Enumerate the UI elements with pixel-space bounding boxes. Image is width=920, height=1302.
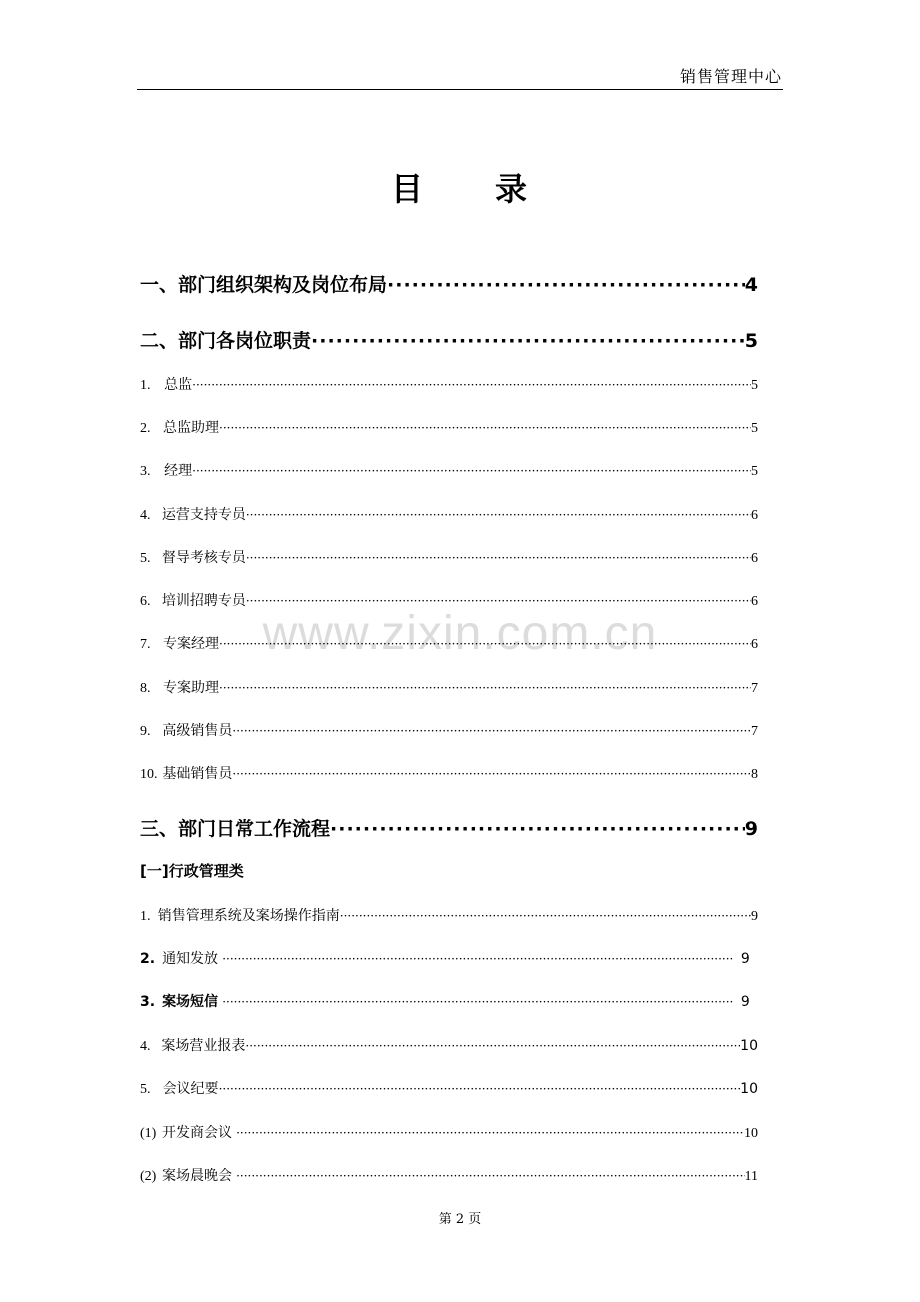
toc-item-number: 1. bbox=[140, 378, 151, 393]
toc-entry[interactable] bbox=[140, 763, 758, 783]
toc-entry[interactable] bbox=[140, 991, 758, 1011]
toc-label: 开发商会议 bbox=[161, 1125, 232, 1141]
toc-page-number: 11 bbox=[744, 1169, 758, 1184]
toc-page-number: 6 bbox=[751, 594, 758, 609]
toc-label: 经理 bbox=[164, 463, 193, 479]
toc-leader bbox=[222, 994, 732, 1010]
page-title-char-1: 目 bbox=[390, 170, 425, 208]
toc-label: 督导考核专员 bbox=[161, 550, 246, 566]
toc-page-number: 9 bbox=[751, 909, 758, 924]
toc-page-number: 5 bbox=[751, 421, 758, 436]
toc-leader bbox=[192, 463, 751, 479]
toc-leader bbox=[245, 1038, 740, 1054]
toc-leader bbox=[311, 330, 745, 352]
toc-label: 运营支持专员 bbox=[161, 507, 246, 523]
toc-entry-section-3[interactable] bbox=[140, 814, 758, 841]
toc-entry[interactable] bbox=[140, 905, 758, 925]
page-title bbox=[0, 164, 920, 210]
page-footer: 第 2 页 bbox=[438, 1212, 482, 1227]
toc-entry[interactable] bbox=[140, 547, 758, 567]
toc-label: 案场营业报表 bbox=[161, 1038, 246, 1054]
toc-page-number: 6 bbox=[751, 637, 758, 652]
toc-page-number: 9 bbox=[744, 818, 758, 840]
toc-entry[interactable] bbox=[140, 504, 758, 524]
toc-item-number: 4. bbox=[140, 1039, 151, 1054]
toc-entry[interactable] bbox=[140, 460, 758, 480]
toc-leader bbox=[236, 1125, 744, 1141]
toc-leader bbox=[219, 680, 751, 696]
toc-label: 专案助理 bbox=[163, 680, 219, 696]
page-title-char-2: 录 bbox=[495, 170, 530, 208]
toc-entry[interactable] bbox=[140, 633, 758, 653]
toc-leader bbox=[246, 550, 751, 566]
watermark: www.zixin.com.cn bbox=[262, 607, 658, 660]
toc-leader bbox=[330, 818, 745, 840]
toc-item-number: 2. bbox=[140, 951, 156, 967]
toc-page-number: 9 bbox=[740, 994, 750, 1010]
toc-entry[interactable] bbox=[140, 1035, 758, 1055]
toc-page-number: 10 bbox=[744, 1126, 759, 1141]
toc-item-number: 4. bbox=[140, 508, 151, 523]
toc-page-number: 5 bbox=[751, 378, 758, 393]
toc-entry[interactable] bbox=[140, 677, 758, 697]
toc-page-number: 6 bbox=[751, 508, 758, 523]
toc-item-number: 9. bbox=[140, 724, 151, 739]
toc-item-number: (2) bbox=[140, 1169, 157, 1184]
toc-label: 案场晨晚会 bbox=[161, 1168, 232, 1184]
toc-page-number: 9 bbox=[740, 951, 750, 967]
toc-page-number: 8 bbox=[751, 767, 758, 782]
toc-item-number: 3. bbox=[140, 994, 156, 1010]
toc-entry[interactable] bbox=[140, 948, 758, 968]
toc-leader bbox=[192, 377, 751, 393]
toc-item-number: 6. bbox=[140, 594, 151, 609]
toc-item-number: 7. bbox=[140, 637, 151, 652]
toc-label: 培训招聘专员 bbox=[161, 593, 246, 609]
toc-leader bbox=[246, 593, 751, 609]
toc-label: 案场短信 bbox=[162, 994, 219, 1010]
toc-item-number: 5. bbox=[140, 1082, 151, 1097]
toc-item-number: 5. bbox=[140, 551, 151, 566]
toc-page-number: 10 bbox=[740, 1038, 758, 1054]
toc-entry[interactable] bbox=[140, 720, 758, 740]
toc-leader bbox=[387, 274, 745, 296]
toc-label: 三、部门日常工作流程 bbox=[140, 818, 331, 840]
toc-leader bbox=[236, 1168, 744, 1184]
toc-leader bbox=[219, 420, 751, 436]
toc-leader bbox=[222, 951, 732, 967]
toc-page-number: 5 bbox=[751, 464, 758, 479]
toc-label: 一、部门组织架构及岗位布局 bbox=[140, 274, 388, 296]
toc-page-number: 4 bbox=[744, 274, 758, 296]
toc-item-number: 3. bbox=[140, 464, 151, 479]
toc-label: 基础销售员 bbox=[162, 766, 233, 782]
toc-item-number: (1) bbox=[140, 1126, 157, 1141]
toc-entry[interactable] bbox=[140, 1122, 758, 1142]
toc-label: 总监助理 bbox=[163, 420, 219, 436]
toc-page-number: 5 bbox=[744, 330, 758, 352]
toc-item-number: 2. bbox=[140, 421, 151, 436]
toc-leader bbox=[246, 507, 751, 523]
toc-page-number: 6 bbox=[751, 551, 758, 566]
toc-page-number: 10 bbox=[740, 1081, 758, 1097]
toc-leader bbox=[232, 723, 751, 739]
toc-leader bbox=[232, 766, 751, 782]
toc-label: 高级销售员 bbox=[162, 723, 233, 739]
toc-entry[interactable] bbox=[140, 590, 758, 610]
toc-page-number: 7 bbox=[751, 724, 758, 739]
toc-leader bbox=[219, 1081, 741, 1097]
toc-entry[interactable] bbox=[140, 417, 758, 437]
toc-leader bbox=[219, 636, 751, 652]
toc-label: 专案经理 bbox=[163, 636, 219, 652]
toc-leader bbox=[340, 908, 751, 924]
toc-entry[interactable] bbox=[140, 1078, 758, 1098]
toc-entry[interactable] bbox=[140, 374, 758, 394]
toc-entry-section-2[interactable] bbox=[140, 326, 758, 353]
toc-entry[interactable] bbox=[140, 1165, 758, 1185]
toc-label: 二、部门各岗位职责 bbox=[140, 330, 312, 352]
toc-item-number: 8. bbox=[140, 681, 151, 696]
running-header: 销售管理中心 bbox=[679, 67, 782, 86]
toc-label: 销售管理系统及案场操作指南 bbox=[157, 908, 340, 924]
toc-entry-section-1[interactable] bbox=[140, 270, 758, 297]
toc-label: 通知发放 bbox=[162, 951, 219, 967]
toc-label: 总监 bbox=[164, 377, 193, 393]
toc-label: [一]行政管理类 bbox=[140, 862, 244, 880]
toc-item-number: 1. bbox=[140, 909, 151, 924]
toc-entry-subsection[interactable] bbox=[140, 860, 758, 881]
toc-page-number: 7 bbox=[751, 681, 758, 696]
header-rule bbox=[137, 89, 783, 90]
toc-item-number: 10. bbox=[140, 767, 158, 782]
toc-label: 会议纪要 bbox=[162, 1081, 219, 1097]
